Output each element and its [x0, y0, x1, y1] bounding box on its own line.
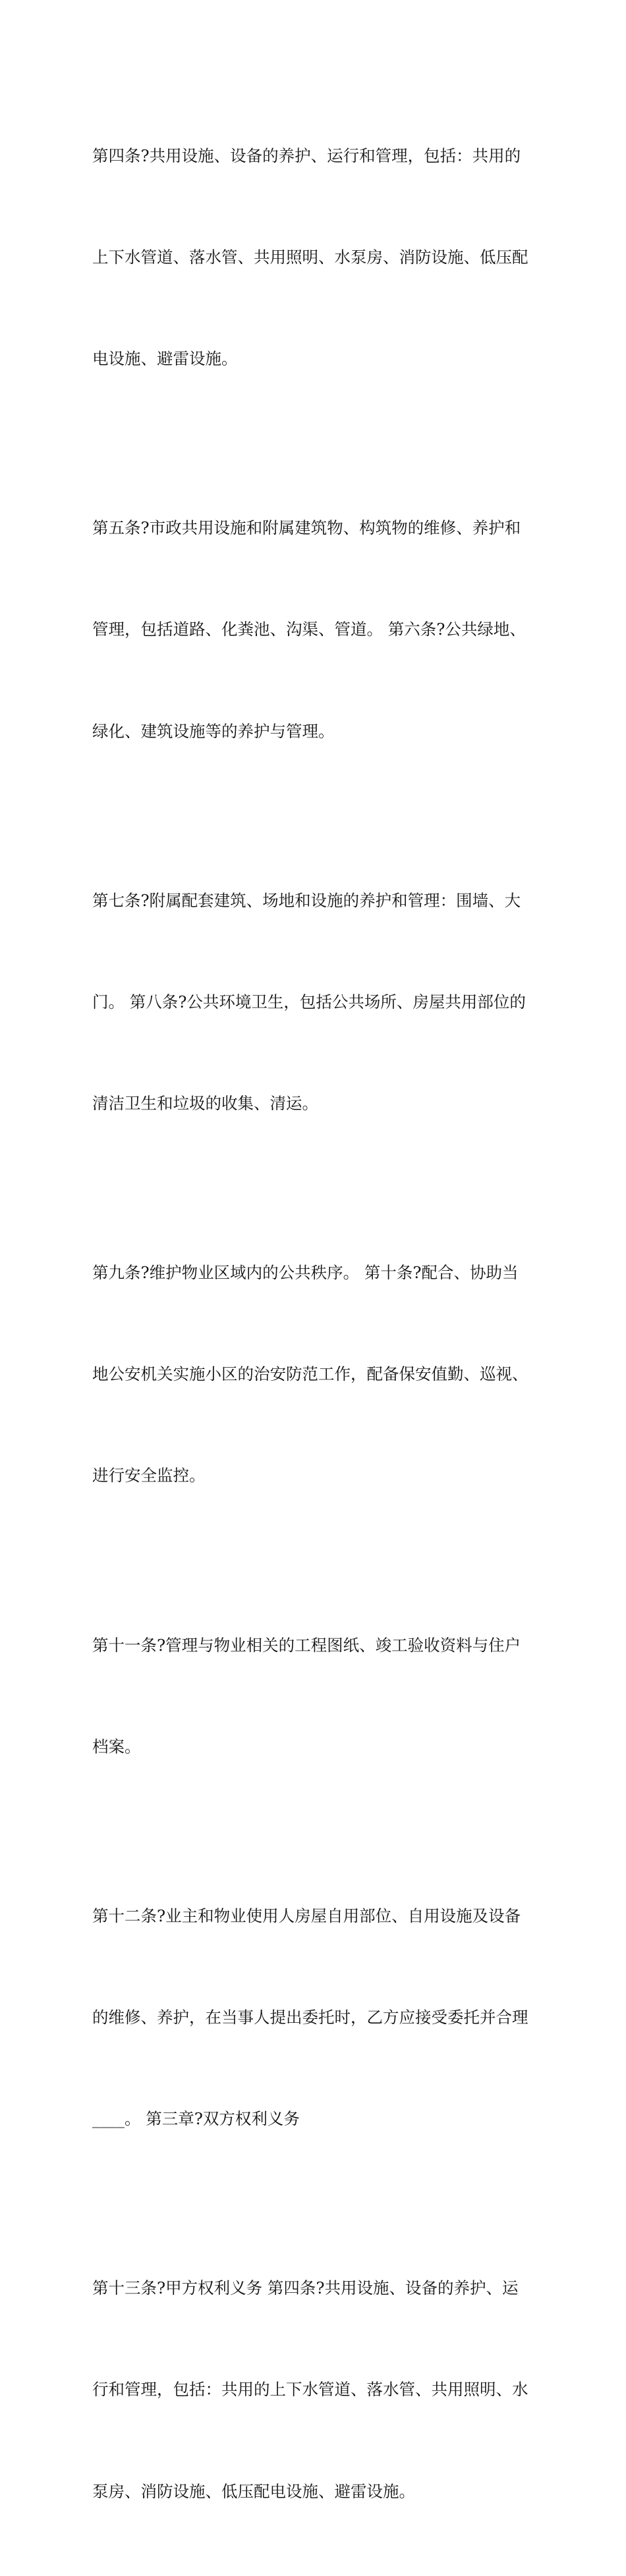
paragraph-article-11	[92, 1561, 540, 1831]
paragraph-article-9-10	[92, 1188, 540, 1560]
text-line: 行和管理，包括：共用的上下水管道、落水管、共用照明、水	[92, 2380, 528, 2400]
text-line: 第九条?维护物业区域内的公共秩序。 第十条?配合、协助当	[92, 1263, 519, 1283]
text-line: 第五条?市政共用设施和附属建筑物、构筑物的维修、养护和	[92, 518, 521, 538]
text-line: 门。 第八条?公共环境卫生，包括公共场所、房屋共用部位的	[92, 992, 526, 1011]
text-line: 进行安全监控。	[92, 1466, 206, 1486]
text-line: 第四条?共用设施、设备的养护、运行和管理，包括：共用的	[92, 146, 521, 165]
paragraph-article-7-8	[92, 816, 540, 1188]
text-line: ____。 第三章?双方权利义务	[92, 2109, 300, 2129]
text-line: 第十三条?甲方权利义务 第四条?共用设施、设备的养护、运	[92, 2278, 519, 2298]
text-line: 的维修、养护，在当事人提出委托时，乙方应接受委托并合理	[92, 2007, 528, 2027]
text-line: 泵房、消防设施、低压配电设施、避雷设施。	[92, 2481, 415, 2501]
text-line: 地公安机关实施小区的治安防范工作，配备保安值勤、巡视、	[92, 1364, 528, 1384]
text-line: 第七条?附属配套建筑、场地和设施的养护和管理：围墙、大	[92, 890, 521, 910]
paragraph-article-12	[92, 1831, 540, 2203]
text-line: 管理，包括道路、化粪池、沟渠、管道。 第六条?公共绿地、	[92, 620, 526, 639]
text-line: 第十二条?业主和物业使用人房屋自用部位、自用设施及设备	[92, 1906, 521, 1925]
paragraph-article-4	[92, 71, 540, 443]
text-line: 清洁卫生和垃圾的收集、清运。	[92, 1094, 318, 1114]
text-line: 绿化、建筑设施等的养护与管理。	[92, 721, 335, 741]
text-line: 档案。	[92, 1736, 141, 1756]
text-line: 上下水管道、落水管、共用照明、水泵房、消防设施、低压配	[92, 248, 528, 267]
text-line: 电设施、避雷设施。	[92, 349, 238, 369]
paragraph-article-5-6	[92, 443, 540, 815]
paragraph-article-13	[92, 2203, 540, 2575]
text-line: 第十一条?管理与物业相关的工程图纸、竣工验收资料与住户	[92, 1635, 521, 1655]
document-body	[92, 71, 540, 2576]
